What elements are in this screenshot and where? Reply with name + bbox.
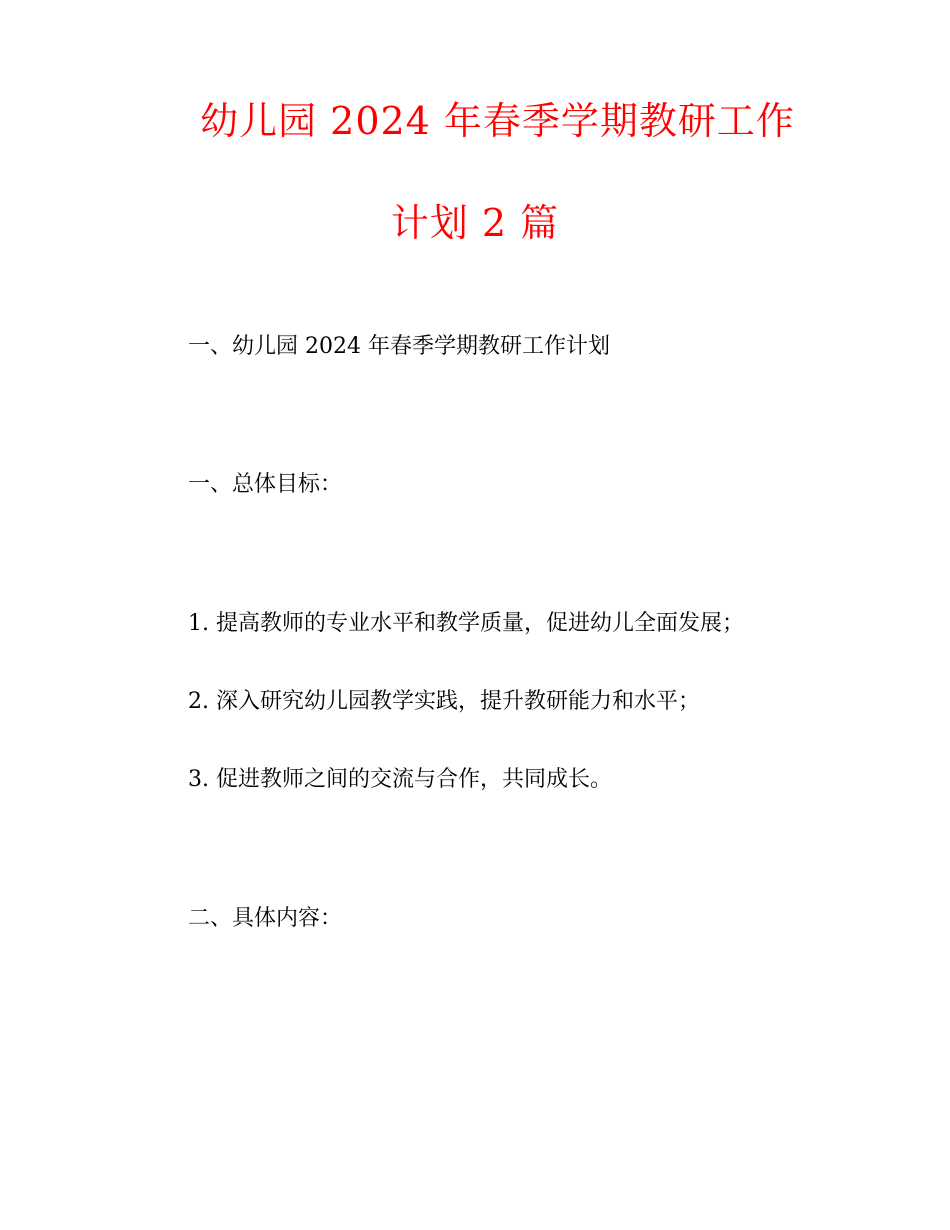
- goal-item-3: 3. 促进教师之间的交流与合作，共同成长。: [188, 767, 612, 792]
- goal-item-2: 2. 深入研究幼儿园教学实践，提升教研能力和水平；: [188, 689, 700, 714]
- document-title-line-1: 幼儿园 2024 年春季学期教研工作: [200, 99, 795, 143]
- section-heading-plan: 一、幼儿园 2024 年春季学期教研工作计划: [188, 334, 610, 359]
- goal-item-1: 1. 提高教师的专业水平和教学质量，促进幼儿全面发展；: [188, 611, 744, 636]
- document-title-line-2: 计划 2 篇: [390, 201, 560, 245]
- section-heading-goals: 一、总体目标：: [188, 472, 343, 497]
- section-heading-content: 二、具体内容：: [188, 906, 343, 931]
